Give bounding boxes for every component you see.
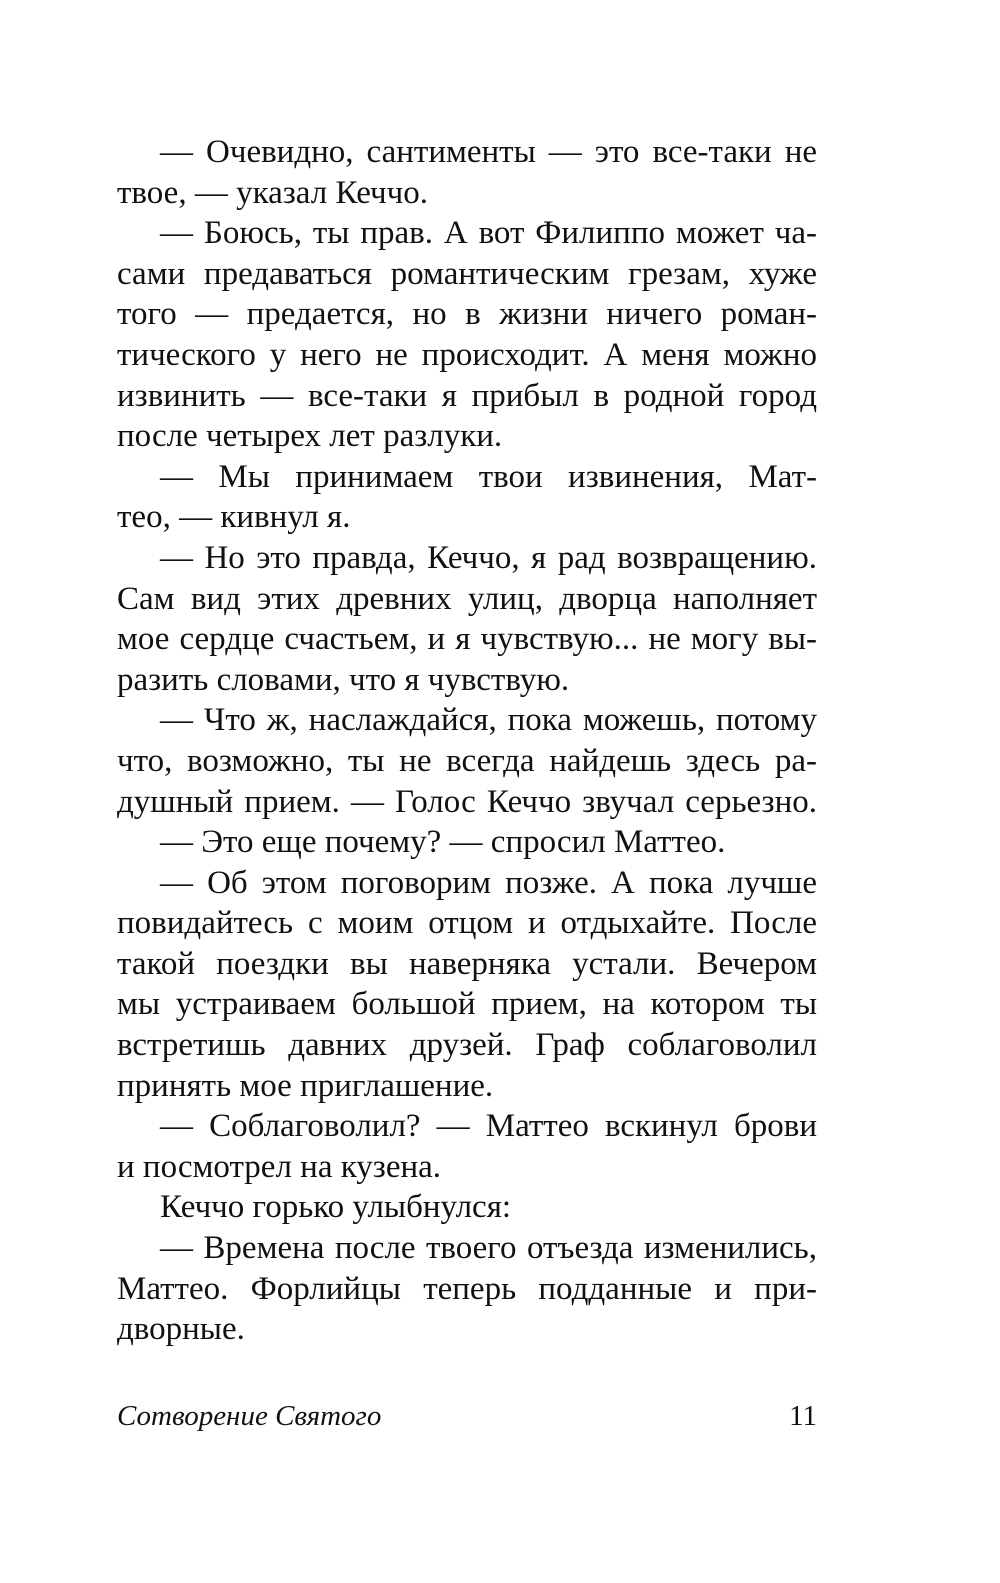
text-line: душный прием. — Голос Кеччо звучал серьезно. [117, 783, 817, 820]
text-line: извинить — все-таки я прибыл в родной город [117, 377, 817, 414]
text-line: того — предается, но в жизни ничего роман- [117, 296, 817, 333]
text-line: твое, — указал Кеччо. [117, 174, 428, 211]
text-line: такой поездки вы наверняка устали. Вечером [117, 945, 817, 982]
text-line: — Но это правда, Кеччо, я рад возвращению. [160, 539, 817, 576]
text-line: сами предаваться романтическим грезам, хуже [117, 255, 817, 292]
text-line: — Очевидно, сантименты — это все-таки не [160, 134, 817, 170]
text-line: после четырех лет разлуки. [117, 418, 503, 455]
text-line: — Времена после твоего отъезда изменились, [160, 1230, 817, 1267]
text-line: принять мое приглашение. [117, 1067, 494, 1104]
text-line: встретишь давних друзей. Граф соблаговолил [117, 1027, 817, 1064]
text-line: что, возможно, ты не всегда найдешь здесь ра- [117, 742, 817, 779]
text-line: дворные. [117, 1311, 245, 1348]
page-footer [117, 1400, 817, 1440]
text-line: — Мы принимаем твои извинения, Мат- [160, 458, 817, 495]
text-line: — Соблаговолил? — Маттео вскинул брови [160, 1108, 817, 1145]
text-line: — Что ж, наслаждайся, пока можешь, потому [160, 702, 817, 739]
text-line: мы устраиваем большой прием, на котором ты [117, 986, 817, 1023]
text-line: Кеччо горько улыбнулся: [160, 1189, 512, 1226]
body-text [117, 132, 817, 1350]
text-line: разить словами, что я чувствую. [117, 661, 570, 698]
text-line: — Это еще почему? — спросил Маттео. [160, 824, 726, 861]
text-line: тео, — кивнул я. [117, 499, 351, 536]
text-line: — Об этом поговорим позже. А пока лучше [160, 864, 817, 901]
text-line: Сам вид этих древних улиц, дворца наполняет [117, 580, 817, 617]
text-line: Маттео. Форлийцы теперь подданные и при- [117, 1270, 817, 1307]
text-line: и посмотрел на кузена. [117, 1148, 442, 1185]
text-line: мое сердце счастьем, и я чувствую... не могу вы- [117, 621, 817, 658]
text-line: тического у него не происходит. А меня можно [117, 336, 817, 373]
running-title: Сотворение Святого [117, 1400, 382, 1432]
page-number: 11 [789, 1400, 817, 1432]
text-line: — Боюсь, ты прав. А вот Филиппо может ча- [160, 215, 817, 252]
text-line: повидайтесь с моим отцом и отдыхайте. После [117, 905, 817, 942]
